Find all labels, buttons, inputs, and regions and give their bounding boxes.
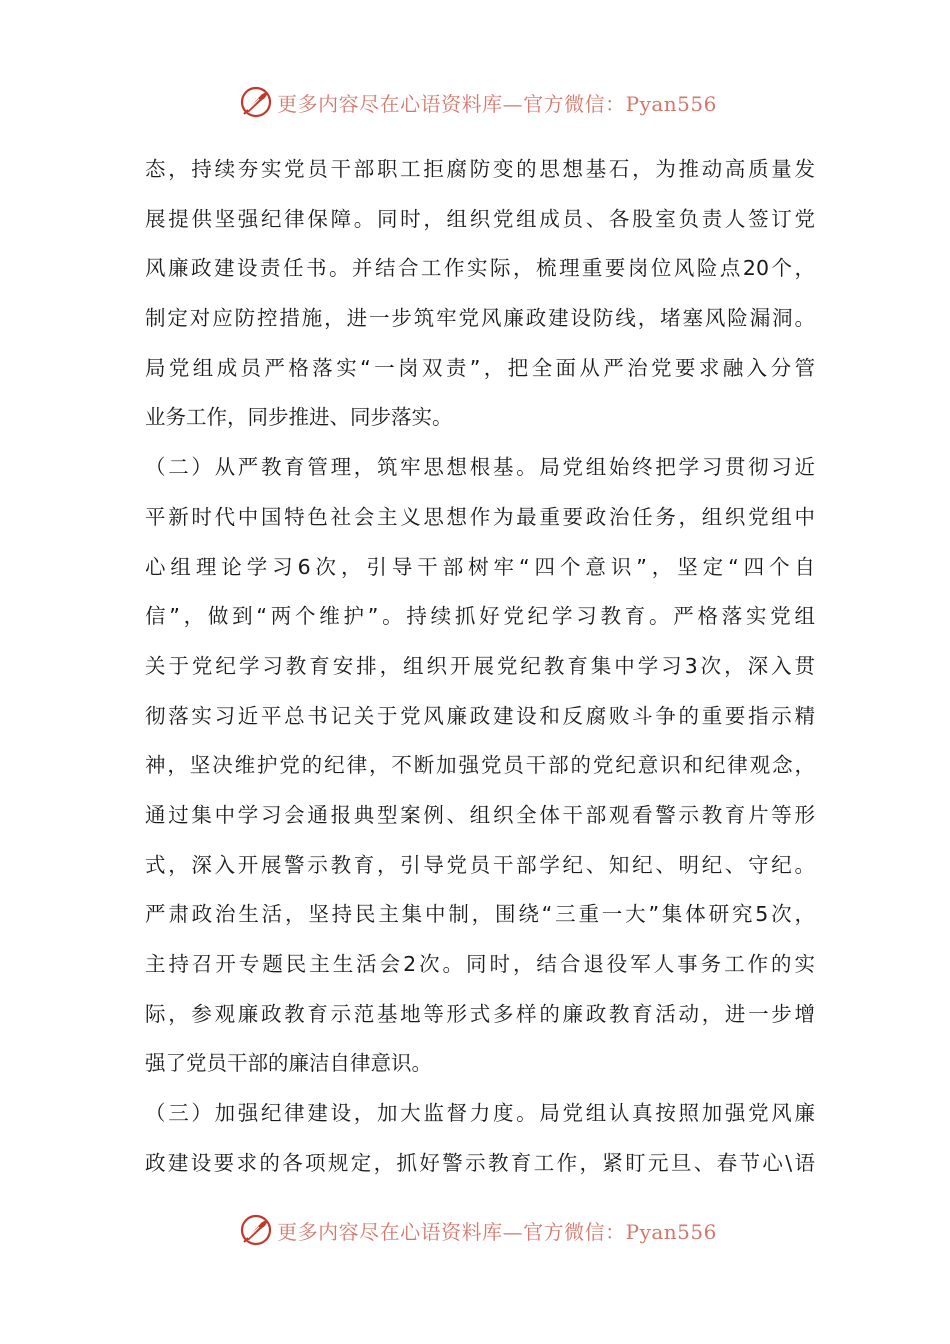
- body-line: 政建设要求的各项规定，抓好警示教育工作，紧盯元旦、春节心\语: [145, 1150, 815, 1175]
- header-banner-text: 更多内容尽在心语资料库—官方微信：Pyan556: [277, 91, 717, 116]
- footer-watermark-banner: [0, 1210, 950, 1250]
- body-line: 严肃政治生活，坚持民主集中制，围绕“三重一大”集体研究5次，: [145, 902, 815, 927]
- quill-logo-icon: [239, 85, 273, 119]
- document-body: [145, 145, 815, 1188]
- body-line: 强了党员干部的廉洁自律意识。: [145, 1051, 432, 1076]
- body-line: 主持召开专题民主生活会2次。同时，结合退役军人事务工作的实: [145, 952, 815, 976]
- body-line: 际，参观廉政教育示范基地等形式多样的廉政教育活动，进一步增: [145, 1001, 815, 1026]
- body-line: 局党组成员严格落实“一岗双责”，把全面从严治党要求融入分管: [145, 355, 815, 380]
- body-line: 风廉政建设责任书。并结合工作实际，梳理重要岗位风险点20个，: [145, 256, 815, 281]
- body-line: 神，坚决维护党的纪律，不断加强党员干部的党纪意识和纪律观念，: [145, 753, 815, 778]
- body-line: 彻落实习近平总书记关于党风廉政建设和反腐败斗争的重要指示精: [145, 703, 815, 728]
- footer-banner-text: 更多内容尽在心语资料库—官方微信：Pyan556: [277, 1219, 717, 1244]
- body-line: 信”，做到“两个维护”。持续抓好党纪学习教育。严格落实党组: [145, 604, 815, 629]
- body-line: 关于党纪学习教育安排，组织开展党纪教育集中学习3次，深入贯: [145, 653, 815, 678]
- section-heading-line: （三）加强纪律建设，加大监督力度。局党组认真按照加强党风廉: [145, 1101, 815, 1126]
- body-line: 业务工作，同步推进、同步落实。: [145, 405, 453, 430]
- body-line: 平新时代中国特色社会主义思想作为最重要政治任务，组织党组中: [145, 504, 815, 529]
- body-line: 态，持续夯实党员干部职工拒腐防变的思想基石，为推动高质量发: [145, 157, 815, 181]
- body-line: 展提供坚强纪律保障。同时，组织党组成员、各股室负责人签订党: [145, 206, 815, 231]
- quill-logo-icon: [239, 1213, 273, 1247]
- body-line: 式，深入开展警示教育，引导党员干部学纪、知纪、明纪、守纪。: [145, 852, 815, 877]
- body-line: 制定对应防控措施，进一步筑牢党风廉政建设防线，堵塞风险漏洞。: [145, 306, 815, 331]
- body-line: 通过集中学习会通报典型案例、组织全体干部观看警示教育片等形: [145, 802, 815, 827]
- body-line: 心组理论学习6次，引导干部树牢“四个意识”，坚定“四个自: [145, 554, 815, 579]
- section-heading-line: （二）从严教育管理，筑牢思想根基。局党组始终把学习贯彻习近: [145, 455, 815, 480]
- header-watermark-banner: [0, 82, 950, 122]
